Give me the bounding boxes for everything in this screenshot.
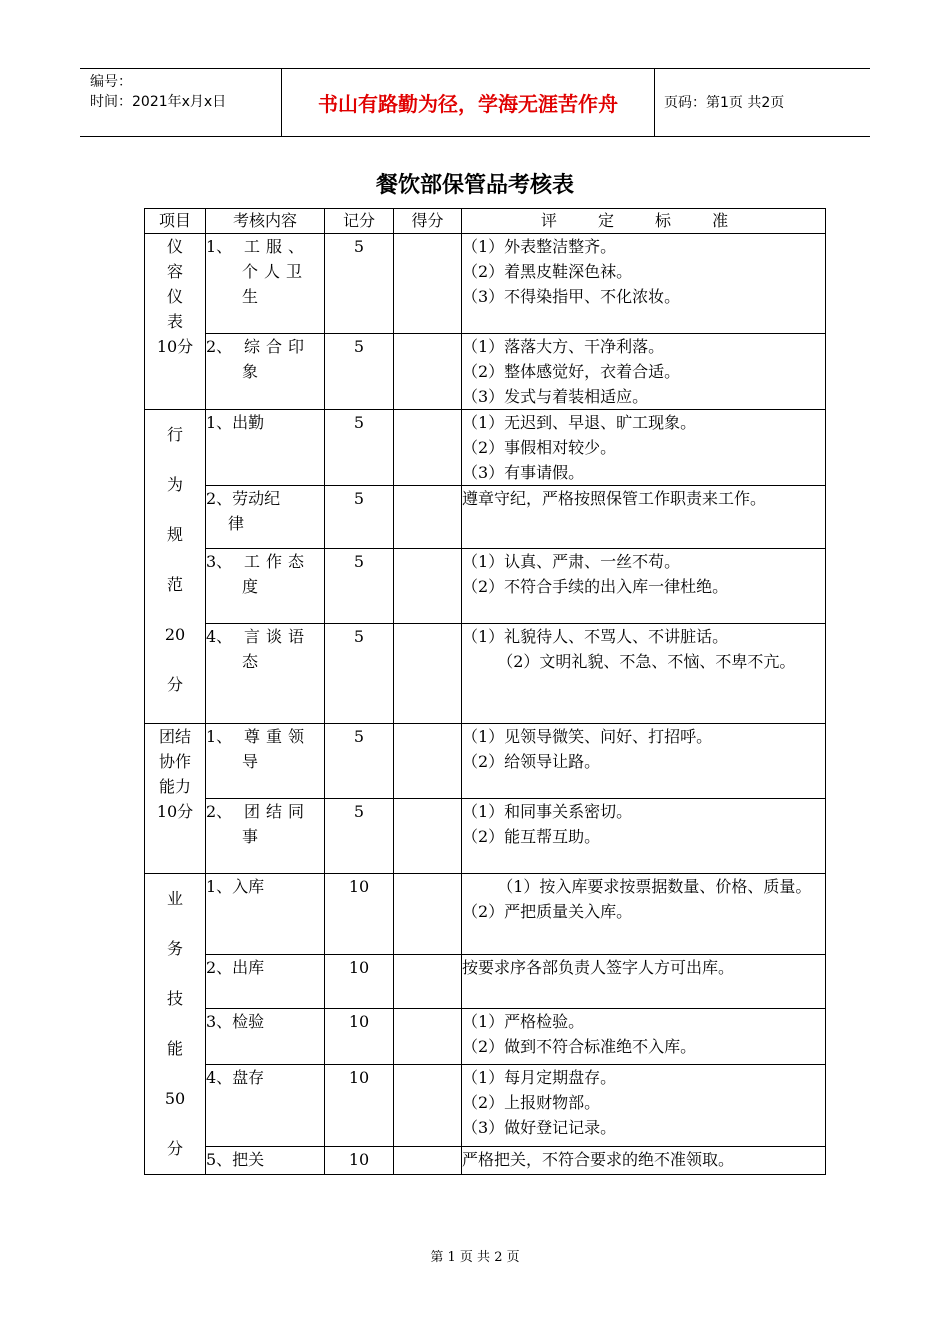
header-cell-standard: 评 定 标 准: [462, 209, 826, 234]
header-cell-content: 考核内容: [206, 209, 325, 234]
score-cell: [394, 1064, 462, 1146]
score-cell: [394, 1009, 462, 1064]
points-cell: 10: [325, 1064, 394, 1146]
header-cell-score: 得分: [394, 209, 462, 234]
score-cell: [394, 1146, 462, 1174]
table-header-row: [145, 209, 826, 234]
content-cell: 2、 综合印 象: [206, 334, 325, 410]
content-cell: 1、出勤: [206, 410, 325, 486]
header-bottom-rule: [80, 136, 870, 137]
standard-cell: （1）无迟到、早退、旷工现象。 （2）事假相对较少。 （3）有事请假。: [462, 410, 826, 486]
content-cell: 2、劳动纪 律: [206, 486, 325, 549]
header-motto: 书山有路勤为径，学海无涯苦作舟: [318, 91, 618, 116]
standard-cell: （1）严格检验。 （2）做到不符合标准绝不入库。: [462, 1009, 826, 1064]
header-page-label: 页码：第1页 共2页: [664, 95, 785, 111]
category-cell-appearance: 仪 容 仪 表 10分: [145, 234, 206, 410]
header-meta: [90, 72, 226, 112]
standard-cell: （1）按入库要求按票据数量、价格、质量。 （2）严把质量关入库。: [462, 874, 826, 955]
table-row: [145, 1064, 826, 1146]
document-date-label: 时间：2021年x月x日: [90, 94, 227, 110]
points-cell: 10: [325, 1009, 394, 1064]
header-cell-points: 记分: [325, 209, 394, 234]
content-cell: 1、 尊重领 导: [206, 724, 325, 799]
table-row: [145, 1146, 826, 1174]
points-cell: 5: [325, 799, 394, 874]
category-cell-conduct: 行 为 规 范 20 分: [145, 410, 206, 724]
score-cell: [394, 955, 462, 1009]
table-row: [145, 624, 826, 724]
table-row: [145, 874, 826, 955]
standard-cell: （1）外表整洁整齐。 （2）着黑皮鞋深色袜。 （3）不得染指甲、不化浓妆。: [462, 234, 826, 334]
table-row: [145, 334, 826, 410]
points-cell: 5: [325, 724, 394, 799]
score-cell: [394, 724, 462, 799]
table-row: [145, 799, 826, 874]
table-row: [145, 486, 826, 549]
table-row: [145, 549, 826, 624]
category-cell-teamwork: 团结 协作 能力 10分: [145, 724, 206, 874]
score-cell: [394, 874, 462, 955]
page-footer: 第 1 页 共 2 页: [430, 1250, 520, 1265]
content-cell: 1、入库: [206, 874, 325, 955]
content-cell: 2、 团结同 事: [206, 799, 325, 874]
content-cell: 2、出库: [206, 955, 325, 1009]
table-row: [145, 724, 826, 799]
points-cell: 5: [325, 410, 394, 486]
table-row: [145, 955, 826, 1009]
content-cell: 4、 言谈语 态: [206, 624, 325, 724]
standard-cell: （1）见领导微笑、问好、打招呼。 （2）给领导让路。: [462, 724, 826, 799]
content-cell: 5、把关: [206, 1146, 325, 1174]
points-cell: 5: [325, 486, 394, 549]
standard-cell: （1）礼貌待人、不骂人、不讲脏话。 （2）文明礼貌、不急、不恼、不卑不亢。: [462, 624, 826, 724]
points-cell: 10: [325, 874, 394, 955]
points-cell: 5: [325, 624, 394, 724]
table-row: [145, 1009, 826, 1064]
document-number-label: 编号：: [90, 74, 132, 90]
table-row: [145, 410, 826, 486]
assessment-table: [144, 208, 826, 1175]
standard-cell: 遵章守纪，严格按照保管工作职责来工作。: [462, 486, 826, 549]
score-cell: [394, 624, 462, 724]
standard-cell: （1）每月定期盘存。 （2）上报财物部。 （3）做好登记记录。: [462, 1064, 826, 1146]
points-cell: 5: [325, 234, 394, 334]
score-cell: [394, 234, 462, 334]
standard-cell: （1）和同事关系密切。 （2）能互帮互助。: [462, 799, 826, 874]
points-cell: 10: [325, 955, 394, 1009]
score-cell: [394, 549, 462, 624]
standard-cell: （1）落落大方、干净利落。 （2）整体感觉好，衣着合适。 （3）发式与着装相适应。: [462, 334, 826, 410]
points-cell: 10: [325, 1146, 394, 1174]
document-title: 餐饮部保管品考核表: [375, 172, 574, 198]
header-cell-category: 项目: [145, 209, 206, 234]
content-cell: 3、检验: [206, 1009, 325, 1064]
content-cell: 4、盘存: [206, 1064, 325, 1146]
table-row: [145, 234, 826, 334]
standard-cell: 严格把关，不符合要求的绝不准领取。: [462, 1146, 826, 1174]
content-cell: 1、 工服、 个人卫 生: [206, 234, 325, 334]
score-cell: [394, 799, 462, 874]
content-cell: 3、 工作态 度: [206, 549, 325, 624]
category-cell-skills: 业 务 技 能 50 分: [145, 874, 206, 1175]
score-cell: [394, 486, 462, 549]
score-cell: [394, 334, 462, 410]
points-cell: 5: [325, 549, 394, 624]
score-cell: [394, 410, 462, 486]
header-divider-right: [654, 68, 655, 136]
points-cell: 5: [325, 334, 394, 410]
standard-cell: 按要求序各部负责人签字人方可出库。: [462, 955, 826, 1009]
standard-cell: （1）认真、严肃、一丝不苟。 （2）不符合手续的出入库一律杜绝。: [462, 549, 826, 624]
